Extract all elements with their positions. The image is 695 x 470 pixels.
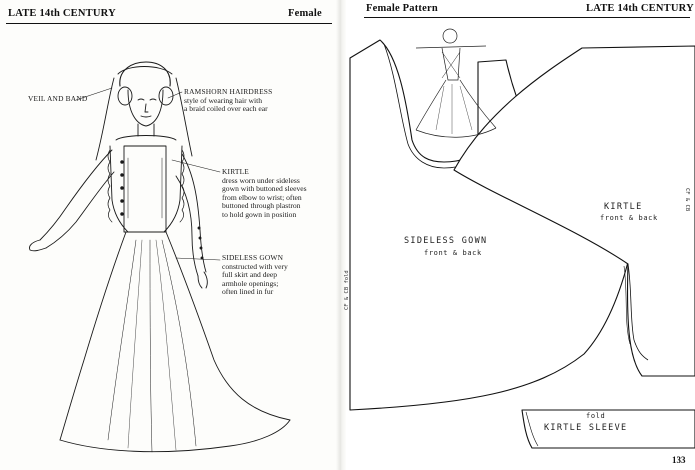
gown-piece-label: SIDELESS GOWN [404, 236, 488, 246]
kirtle-piece-sublabel: front & back [600, 214, 658, 222]
kirtle-piece-label: KIRTLE [604, 202, 643, 212]
left-header-section: Female [288, 8, 322, 19]
label-kirtle: KIRTLE dress worn under sideless gown with buttoned sleeves from elbow to wrist; often buttoned through plastron to hold gown in position [222, 167, 307, 219]
right-header-title: LATE 14th CENTURY [586, 3, 694, 14]
label-ramshorn-hairdress: RAMSHORN HAIRDRESS style of wearing hair with a braid coiled over each ear [184, 87, 273, 114]
gown-piece-sublabel: front & back [424, 249, 482, 257]
page-number: 133 [672, 455, 686, 465]
left-header-title: LATE 14th CENTURY [8, 8, 116, 19]
pattern-pieces-drawing [346, 0, 695, 470]
book-gutter [336, 0, 346, 470]
sleeve-piece-label: KIRTLE SLEEVE [544, 423, 628, 433]
right-page [346, 0, 695, 470]
kirtle-piece [454, 46, 695, 376]
left-page [0, 0, 340, 470]
sleeve-fold-label: fold [586, 412, 606, 420]
right-header-section: Female Pattern [366, 3, 438, 14]
costume-figure-illustration [0, 0, 340, 470]
small-figure-sketch [416, 29, 496, 137]
label-sideless-gown: SIDELESS GOWN constructed with very full skirt and deep armhole openings; often lined in fur [222, 253, 288, 297]
kirtle-fold-mark: CF & CB [684, 188, 690, 212]
gown-fold-mark: CF & CB fold [344, 270, 350, 310]
label-veil-and-band: VEIL AND BAND [28, 94, 88, 103]
